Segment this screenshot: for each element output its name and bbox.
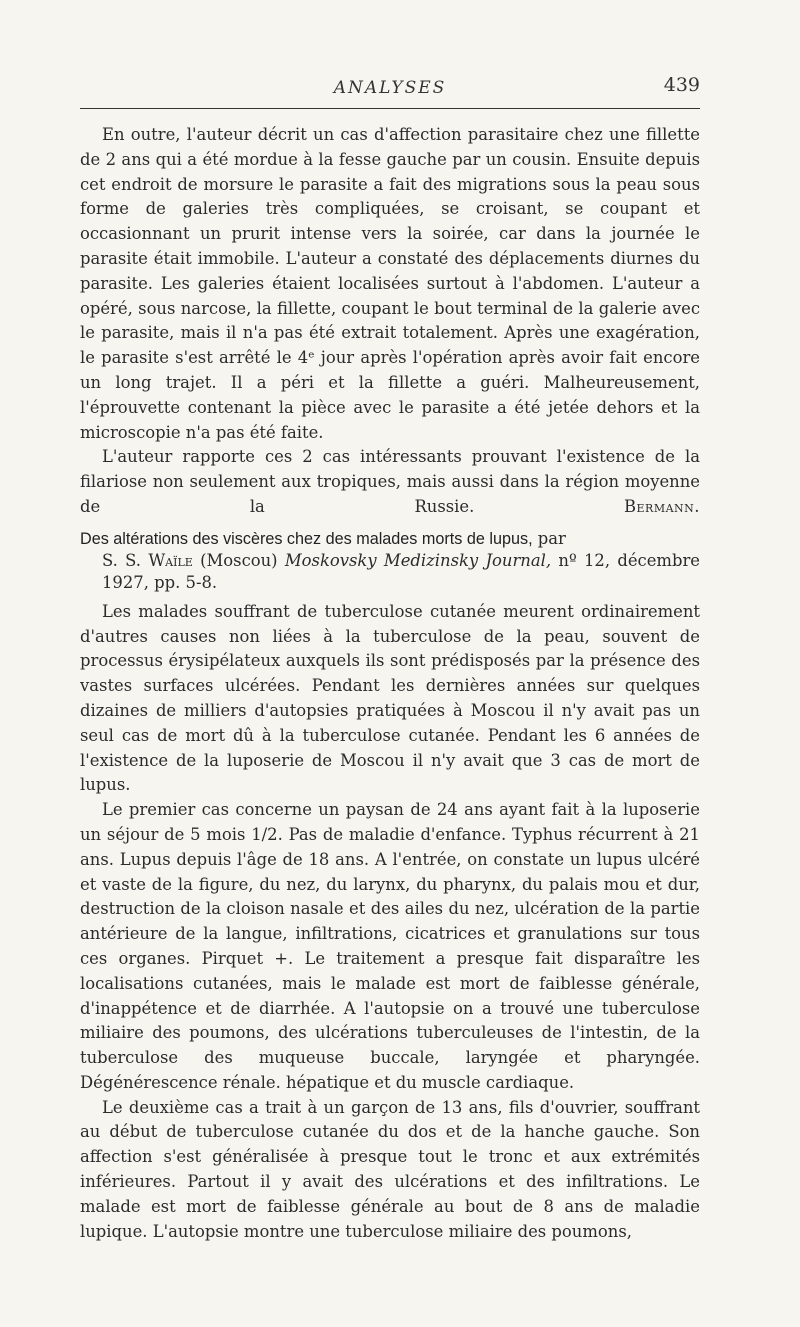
paragraph: L'auteur rapporte ces 2 cas intéressants prouvant l'existence de la filariose non seulement aux tropiques, mais aussi dans la région moyenne de la Russie. Bermann.	[80, 447, 701, 516]
running-head	[80, 72, 700, 112]
page-number: 439	[663, 74, 700, 96]
paragraph: Le premier cas concerne un paysan de 24 ans ayant fait à la luposerie un séjour de 5 mois 1/2. Pas de maladie d'enfance. Typhus récurrent à 21 ans. Lupus depuis l'âge de 18 ans. A l'entrée, on constate un lupus ulcéré et vaste de la figure, du nez, du larynx, du pharynx, du palais mou et dur, destruction de la cloison nasale et des ailes du nez, ulcération de la partie antérieure de la langue, infiltrations, cicatrices et granulations sur tous ces organes. Pirquet +. Le traitement a presque fait disparaître les localisations cutanées, mais le malade est mort de faiblesse générale, d'inappétence et de diarrhée. A l'autopsie on a trouvé une tuberculose miliaire des poumons, des ulcérations tuberculeuses de l'intestin, de la tuberculose des muqueuse buccale, laryngée et pharyngée. Dégénérescence rénale. hépatique et du muscle cardiaque.	[80, 800, 700, 1092]
article-heading	[80, 528, 700, 594]
paragraph: Le deuxième cas a trait à un garçon de 13 ans, fils d'ouvrier, souffrant au début de tuberculose cutanée du dos et de la hanche gauche. Son affection s'est généralisée à presque tout le tronc et aux extrémités inférieures. Partout il y avait des ulcérations et des infiltrations. Le malade est mort de faiblesse générale au bout de 8 ans de maladie lupique. L'autopsie montre une tuberculose miliaire des poumons,	[80, 1097, 700, 1241]
signature: Bermann.	[623, 496, 701, 516]
header-rule	[80, 108, 700, 109]
running-head-title: ANALYSES	[333, 78, 447, 98]
article-author: S. S. Waïle	[102, 550, 193, 570]
article-title: Des altérations des viscères chez des malades morts de lupus,	[80, 529, 533, 548]
article-issue: nº 12, décembre 1927, pp. 5-8.	[102, 550, 700, 592]
article-par: par	[537, 528, 566, 548]
article-location: (Moscou)	[200, 550, 278, 570]
paragraph: Les malades souffrant de tuberculose cutanée meurent ordinairement d'autres causes non liées à la tuberculose de la peau, souvent de processus érysipélateux auxquels ils sont prédisposés par la présence des vastes surfaces ulcérées. Pendant les dernières années sur quelques dizaines de milliers d'autopsies pratiquées à Moscou il n'y avait pas un seul cas de mort dû à la tuberculose cutanée. Pendant les 6 années de l'existence de la luposerie de Moscou il n'y avait que 3 cas de mort de lupus.	[80, 601, 700, 795]
paragraph: En outre, l'auteur décrit un cas d'affection parasitaire chez une fillette de 2 ans qui a été mordue à la fesse gauche par un cousin. Ensuite depuis cet endroit de morsure le parasite a fait des migrations sous la peau sous forme de galeries très compliquées, se croisant, se coupant et occasionnant un prurit intense vers la soirée, car dans la journée le parasite était immobile. L'auteur a constaté des déplacements diurnes du parasite. Les galeries étaient localisées surtout à l'abdomen. L'auteur a opéré, sous narcose, la fillette, coupant le bout terminal de la galerie avec le parasite, mais il n'a pas été extrait totalement. Après une exagération, le parasite s'est arrêté le 4ᵉ jour après l'opération après avoir fait encore un long trajet. Il a péri et la fillette a guéri. Malheureusement, l'éprouvette contenant la pièce avec le parasite a été jetée dehors et la microscopie n'a pas été faite.	[80, 125, 700, 442]
body-text	[80, 123, 700, 1244]
article-journal: Moskovsky Medizinsky Journal,	[284, 550, 552, 570]
